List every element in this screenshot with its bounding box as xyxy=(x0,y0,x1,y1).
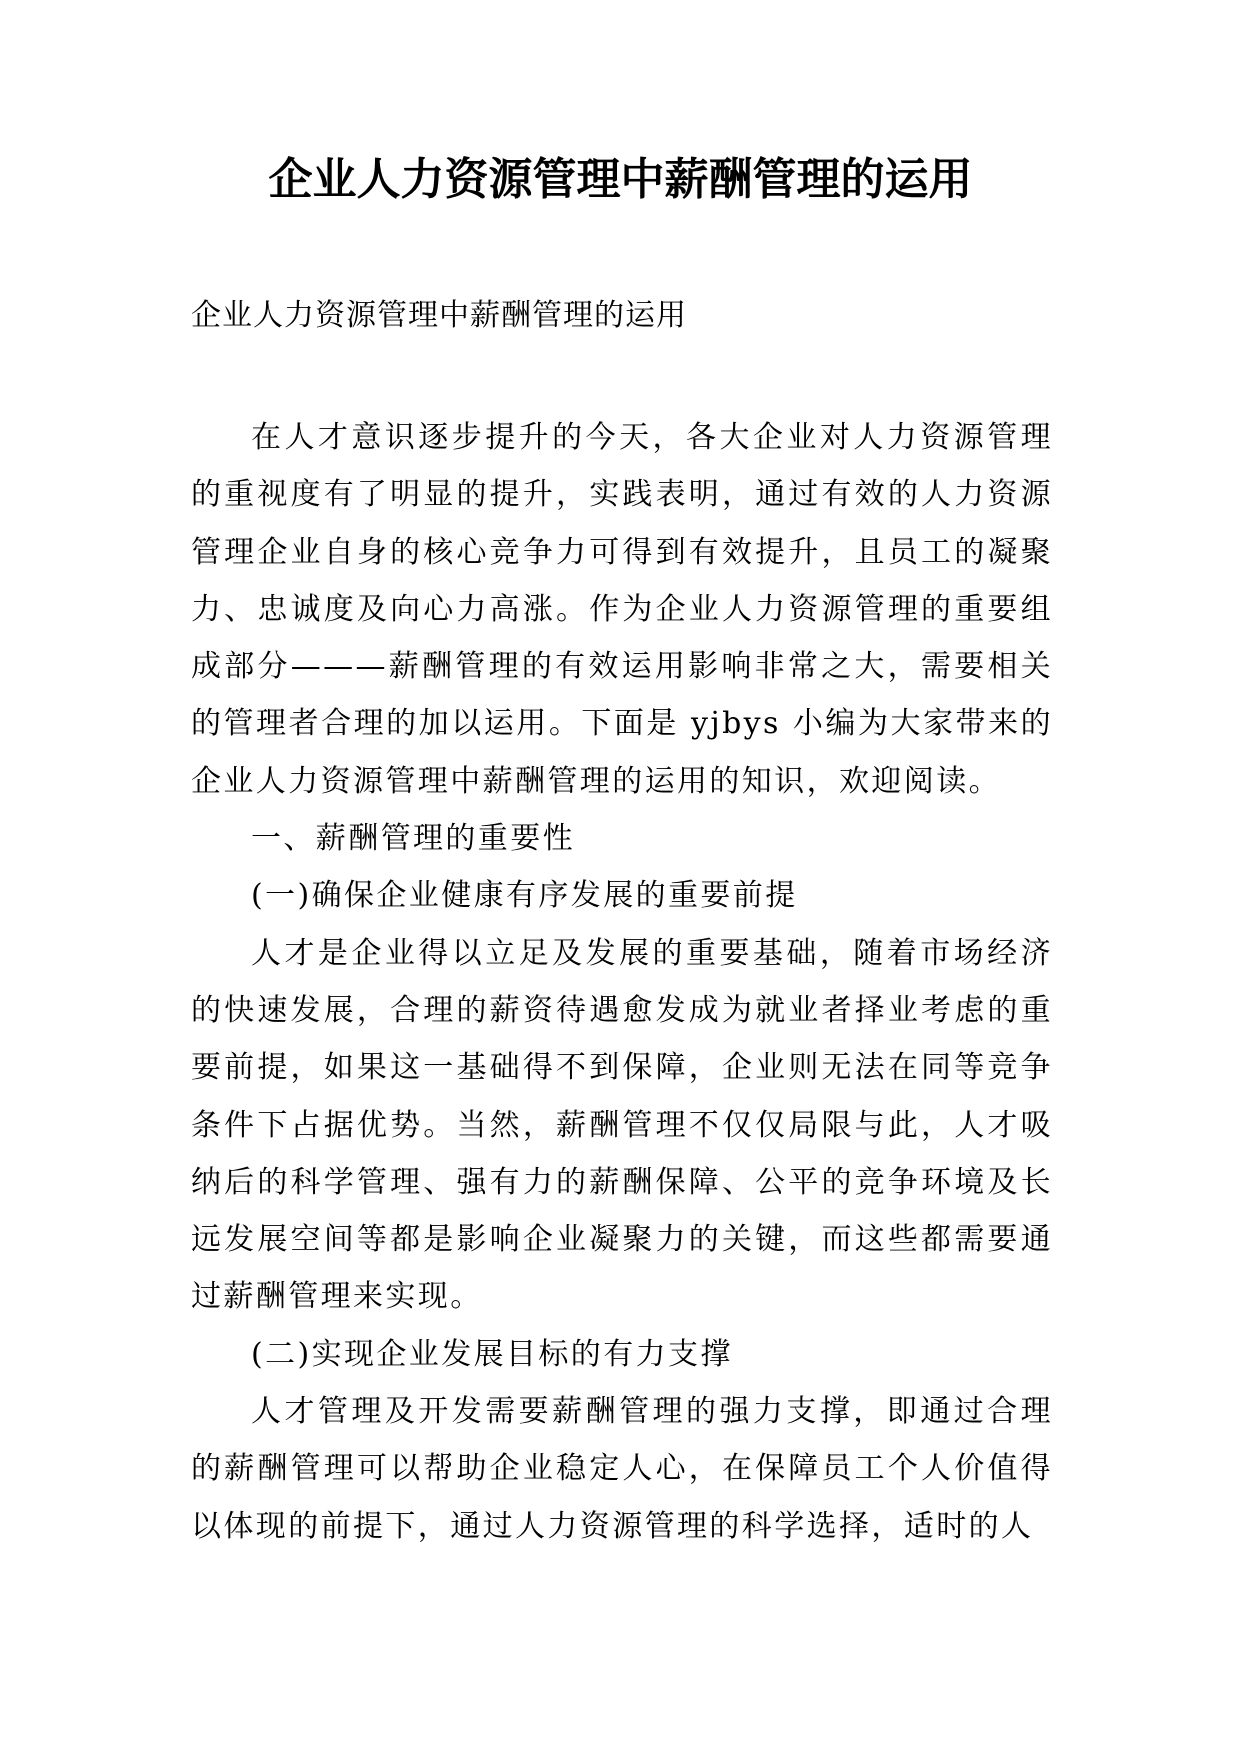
paragraph-subsection-2: 人才管理及开发需要薪酬管理的强力支撑，即通过合理的薪酬管理可以帮助企业稳定人心，在保障员工个人价值得以体现的前提下，通过人力资源管理的科学选择，适时的人 xyxy=(191,1394,1053,1544)
heading-subsection-1: (一)确保企业健康有序发展的重要前提 xyxy=(251,878,798,914)
heading-section-1: 一、薪酬管理的重要性 xyxy=(251,821,575,857)
heading-subsection-2: (二)实现企业发展目标的有力支撑 xyxy=(251,1336,733,1372)
document-subtitle: 企业人力资源管理中薪酬管理的运用 xyxy=(191,298,687,333)
paragraph-intro: 在人才意识逐步提升的今天，各大企业对人力资源管理的重视度有了明显的提升，实践表明，通过有效的人力资源管理企业自身的核心竞争力可得到有效提升，且员工的凝聚力、忠诚度及向心力高涨。作为企业人力资源管理的重要组成部分———薪酬管理的有效运用影响非常之大，需要相关的管理者合理的加以运用。下面是 yjbys 小编为大家带来的企业人力资源管理中薪酬管理的运用的知识，欢迎阅读。 xyxy=(191,420,1053,799)
document-title: 企业人力资源管理中薪酬管理的运用 xyxy=(268,154,973,205)
document-body xyxy=(191,409,1053,1555)
paragraph-subsection-1: 人才是企业得以立足及发展的重要基础，随着市场经济的快速发展，合理的薪资待遇愈发成为就业者择业考虑的重要前提，如果这一基础得不到保障，企业则无法在同等竞争条件下占据优势。当然，薪酬管理不仅仅局限与此，人才吸纳后的科学管理、强有力的薪酬保障、公平的竞争环境及长远发展空间等都是影响企业凝聚力的关键，而这些都需要通过薪酬管理来实现。 xyxy=(191,935,1053,1315)
